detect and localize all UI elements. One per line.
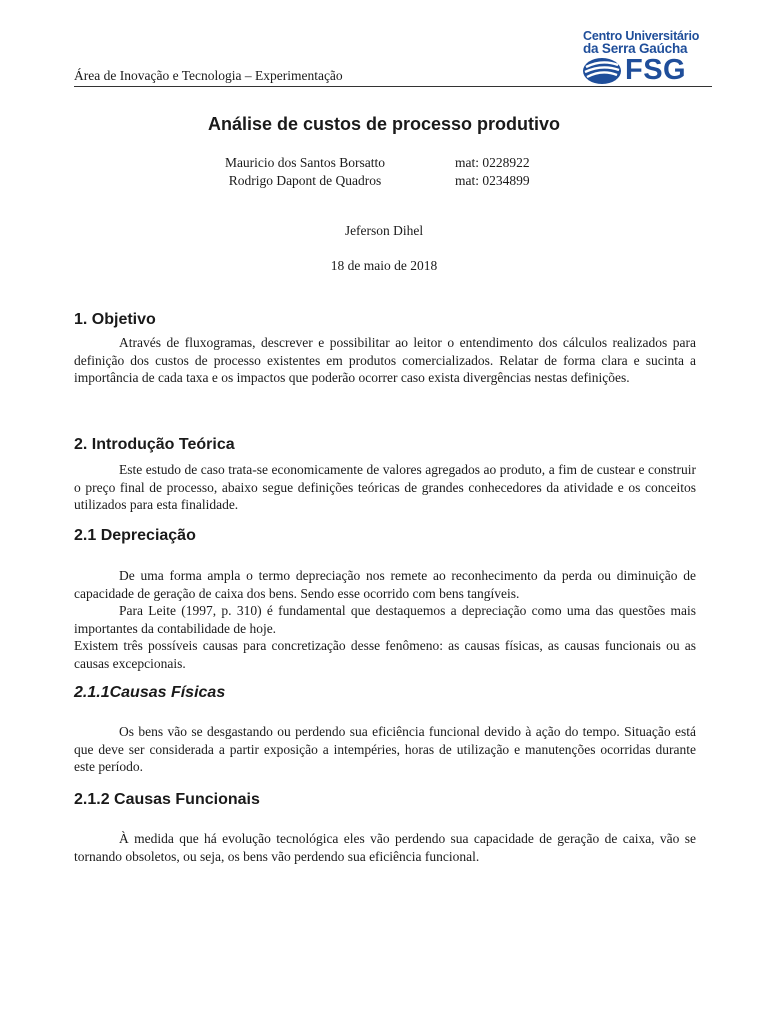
section-body — [74, 830, 696, 865]
section-heading: 2.1 Depreciação — [74, 527, 196, 544]
section-body — [74, 723, 696, 776]
logo-abbr: FSG — [625, 54, 687, 86]
author-row — [0, 173, 768, 191]
paragraph: À medida que há evolução tecnológica eles vão perdendo sua capacidade de geração de caixa, vão se tornando obsoletos, ou seja, os bens vão perdendo sua eficiência funcional. — [74, 831, 696, 864]
author-mat: mat: 0234899 — [455, 173, 530, 188]
section-body — [74, 567, 696, 672]
section-heading: 2. Introdução Teórica — [74, 436, 235, 453]
paragraph: Existem três possíveis causas para concretização desse fenômeno: as causas físicas, as causas funcionais ou as causas excepcionais. — [74, 638, 696, 671]
section-heading: 2.1.2 Causas Funcionais — [74, 791, 260, 808]
header-rule — [74, 86, 712, 87]
paragraph: Os bens vão se desgastando ou perdendo sua eficiência funcional devido à ação do tempo. Situação está que deve ser considerada a partir exposição a intempéries, horas de utilização e manutenções ocorridas durante este período. — [74, 724, 696, 774]
paragraph: Através de fluxogramas, descrever e possibilitar ao leitor o entendimento dos cálculos realizados para definição dos custos de processo existentes em produtos comercializados. Relatar de forma clara e sucinta a importância de cada taxa e os impactos que poderão ocorrer caso exista divergências nestas definições. — [74, 335, 696, 385]
section-body — [74, 334, 696, 387]
section-body — [74, 461, 696, 514]
fsg-swirl-icon — [582, 57, 622, 85]
author-row — [0, 155, 768, 173]
paragraph: De uma forma ampla o termo depreciação nos remete ao reconhecimento da perda ou diminuição de capacidade de geração de caixa dos bens. Sendo esse ocorrido com bens tangíveis. — [74, 568, 696, 601]
date: 18 de maio de 2018 — [330, 258, 438, 273]
authors-block — [0, 155, 768, 191]
paragraph: Este estudo de caso trata-se economicamente de valores agregados ao produto, a fim de custear e construir o preço final de processo, abaixo segue definições teóricas de grandes conhecedores da atividade e os conceitos utilizados para esta finalidade. — [74, 462, 696, 512]
logo-line1: Centro Universitário — [583, 29, 700, 43]
logo-line2: da Serra Gaúcha — [583, 41, 688, 56]
author-name: Mauricio dos Santos Borsatto — [224, 155, 386, 170]
page-title: Análise de custos de processo produtivo — [207, 114, 561, 134]
section-heading: 2.1.1Causas Físicas — [74, 684, 226, 701]
header-text: Área de Inovação e Tecnologia – Experimentação — [74, 68, 343, 83]
paragraph: Para Leite (1997, p. 310) é fundamental que destaquemos a depreciação como uma das questões mais importantes da contabilidade de hoje. — [74, 603, 696, 636]
author-mat: mat: 0228922 — [455, 155, 530, 170]
author-name: Rodrigo Dapont de Quadros — [228, 173, 382, 188]
fsg-logo — [580, 29, 700, 87]
section-heading: 1. Objetivo — [74, 311, 156, 328]
advisor: Jeferson Dihel — [344, 223, 424, 238]
